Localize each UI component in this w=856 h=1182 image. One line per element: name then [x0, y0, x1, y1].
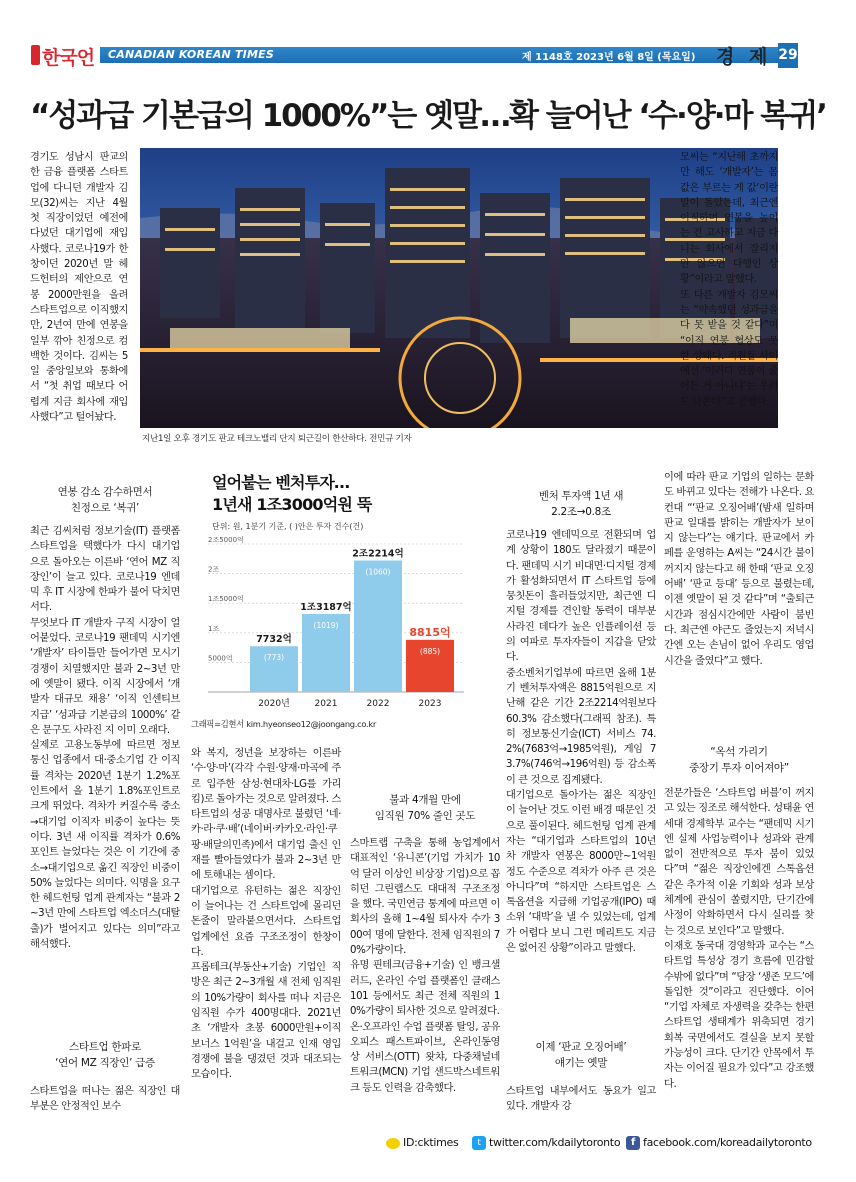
- twitter-icon: t: [472, 1136, 486, 1150]
- count-label: (1060): [365, 567, 391, 577]
- article-col1-top: 경기도 성남시 판교의 한 금융 플랫폼 스타트업에 다니던 개발자 김모(32)씨는 지난 4월 첫 직장이었던 예전에 다녔던 대기업에 재입사했다. 코로나19가 한창이던 2020년 말 헤드헌터의 제안으로 연봉 2000만원을 올려 스타트업으로 이직했지만, 2년여 만에 연봉을 일부 깎아 친정으로 컴백한 것이다. 김씨는 5일 중앙일보와 통화에서 “첫 취업 때보다 어렵게 지금 회사에 재입사했다”고 털어놨다.: [30, 152, 128, 424]
- footer-twitter[interactable]: [472, 1136, 620, 1150]
- chart-unit-note: 단위: 원, 1분기 기준, ( )안은 투자 건수(건): [212, 522, 364, 531]
- y-tick-label: 1조: [208, 624, 220, 633]
- data-label: 8815억: [409, 625, 451, 639]
- kakao-icon: [386, 1138, 400, 1149]
- y-tick-label: 5000억: [208, 654, 233, 663]
- kakao-id: ID:cktimes: [403, 1136, 459, 1149]
- count-label: (1019): [313, 620, 339, 630]
- x-tick-label: 2020년: [258, 699, 290, 709]
- y-tick-label: 2조5000억: [208, 536, 244, 544]
- article-col4-mid: 이에 따라 판교 기업의 일하는 문화도 바뀌고 있다는 전해가 나온다. 요컨대 “‘판교 오징어배’(밤새 일하며 판교 일대를 밝히는 개발자가 보이지 않는다”는 얘기다. 판교에서 카페를 운영하는 A씨는 “24시간 불이 꺼지지 않는다고 해 한때 ‘판교 오징어배’ ‘판교 등대’ 등으로 불렸는데, 이젠 옛말이 된 것 같다”며 “출퇴근 시간과 점심시간에만 사람이 붐빈다. 최근엔 야근도 줄었는지 저녁시간엔 오는 손님이 없어 우리도 영업시간을 줄였다”고 했다.: [664, 472, 814, 667]
- data-label: 2조2214억: [352, 548, 404, 560]
- x-tick-label: 2022: [366, 699, 390, 709]
- y-tick-label: 1조5000억: [208, 595, 244, 604]
- chart-title: 얼어붙는 벤처투자… 1년새 1조3000억원 뚝: [212, 473, 372, 514]
- logo-text: 한국언: [42, 47, 95, 69]
- article-col4-bottom: 전문가들은 ‘스타트업 버블’이 꺼지고 있는 징조로 해석한다. 성태윤 연세대 경제학부 교수는 “팬데믹 시기엔 실제 사업능력이나 성과와 관계없이 전반적으로 투자 붐이 있었다”며 “젊은 직장인에겐 스톡옵션 같은 추가적 이윤 기회와 성과 보상 체계에 관심이 쏠렸지만, 단기간에 사정이 악화하면서 다시 실리를 찾는 것으로 보인다”고 말했다. 이재호 동국대 경영학과 교수는 “스타트업 특성상 경기 흐름에 민감할 수밖에 없다”며 “당장 ‘생존 모드’에 돌입한 것”이라고 진단했다. 이어 “기업 자체로 자생력을 갖추는 한편 스타트업 생태계가 위축되면 경기 회복 국면에서도 결실을 보지 못할 가능성이 크다. 단기간 안목에서 투자는 이어질 필요가 있다”고 강조했다.: [664, 788, 814, 1090]
- subheading-3: 불과 4개월 만에 임직원 70% 줄인 곳도: [374, 794, 476, 822]
- x-tick-label: 2023: [418, 699, 442, 709]
- chart-credit: 그래픽=김현서 kim.hyeonseo12@joongang.co.kr: [191, 719, 376, 729]
- data-label: 1조3187억: [300, 601, 352, 613]
- x-tick-label: 2021: [314, 699, 338, 709]
- bar-chart: [206, 532, 468, 716]
- paper-name: CANADIAN KOREAN TIMES: [108, 48, 274, 61]
- photo-caption: 지난1일 오후 경기도 판교 테크노밸리 단지 퇴근길이 한산하다. 전민규 기자: [142, 434, 412, 444]
- subheading-4: 벤처 투자액 1년 새 2.2조→0.8조: [538, 490, 624, 518]
- article-col1-bottom: 스타트업을 떠나는 젊은 직장인 대부분은 안정적인 보수: [30, 1086, 180, 1113]
- section-title: 경 제: [716, 46, 772, 68]
- issue-date: 제 1148호 2023년 6월 8일 (목요일): [522, 52, 696, 63]
- subheading-1: 연봉 감소 감수하면서 친정으로 ‘복귀’: [57, 486, 153, 514]
- article-col3-top: 코로나19 엔데믹으로 전환되며 업계 상황이 180도 달라졌기 때문이다. 팬데믹 시기 비대면·디지털 경제가 활성화되면서 IT 스타트업 등에 뭉칫돈이 흘러들었지만, 최근엔 디지털 경제를 견인할 동력이 대부분 사라진 데다가 높은 인플레이션 등의 여파로 투자자들이 지갑을 닫았다. 중소벤처기업부에 따르면 올해 1분기 벤처투자액은 8815억원으로 지난해 같은 기간 2조2214억원보다 60.3% 감소했다(그래픽 참조). 특히 정보통신기술(ICT) 서비스 74.2%(7683억→1985억원), 게임 73.7%(746억→196억원) 등 감소폭이 큰 것으로 집계됐다. 대기업으로 돌아가는 젊은 직장인이 늘어난 것도 이런 배경 때문인 것으로 풀이된다. 헤드헌팅 업계 관계자는 “대기업과 스타트업의 10년 차 개발자 연봉은 8000만~1억원 정도 수준으로 격차가 아주 큰 것은 아니다”며 “하지만 스타트업은 스톡옵션을 지급해 기업공개(IPO) 때 소위 ‘대박’을 낼 수 있었는데, 업계가 어렵다 보니 그런 메리트도 지금은 없어진 상황”이라고 말했다.: [506, 530, 656, 955]
- footer-facebook[interactable]: [626, 1136, 812, 1150]
- article-col3-bottom: 스타트업 내부에서도 동요가 일고 있다. 개발자 강: [506, 1086, 656, 1113]
- count-label: (773): [263, 653, 285, 663]
- facebook-url: facebook.com/koreadailytoronto: [643, 1136, 812, 1149]
- subheading-6: “옥석 가리기 중장기 투자 이어져야”: [689, 746, 789, 774]
- twitter-url: twitter.com/kdailytoronto: [489, 1136, 621, 1149]
- count-label: (885): [419, 646, 441, 656]
- y-tick-label: 2조: [208, 565, 220, 574]
- data-label: 7732억: [256, 634, 292, 646]
- headline: “성과급 기본급의 1000%”는 옛말…확 늘어난 ‘수·양·마 복귀’: [30, 98, 826, 134]
- page-number: 29: [778, 43, 798, 68]
- logo-mark-icon: [31, 45, 40, 65]
- facebook-icon: f: [626, 1136, 640, 1150]
- article-col4-top: 모씨는 “지난해 초까지만 해도 ‘개발자’는 몸값은 부르는 게 값’이란 말이 돌았는데, 최근엔 이직하며 연봉을 높이는 건 고사하고 지금 다니는 회사에서 잘리지만 않으면 다행인 상황”이라고 말했다. 또 다른 개발자 김모씨는 “약속했던 성과급을 다 못 받을 것 같다”며 “이직 연봉 협상도 못한 상태다. 직원들 사이에선 ‘이러다 연봉이 줄어든 거 아니냐’는 우려도 나온다”고 전했다.: [680, 152, 778, 408]
- article-col2: 와 복지, 정년을 보장하는 이른바 ‘수·양·마’(각각 수원·양재·마곡에 주로 입주한 삼성·현대차·LG를 가리킴)로 돌아가는 것으로 알려졌다. 스타트업의 성공 대명사로 불렸던 ‘네·카·라·쿠·배’(네이버·카카오·라인·쿠팡·배달의민족)에서 대기업 출신 인재를 빨아들였다가 불과 2~3년 만에 토해내는 셈이다. 대기업으로 유턴하는 젊은 직장인이 늘어나는 건 스타트업에 몰리던 돈줄이 말라붙으면서다. 스타트업 업계에선 요즘 구조조정이 한창이다. 프롭테크(부동산+기술) 기업인 직방은 최근 2~3개월 새 전체 임직원의 10%가량이 회사를 떠나 지금은 임직원 수가 400명대다. 2021년 초 ‘개발자 초봉 6000만원+이직 보너스 1억원’을 내걸고 인재 영입 경쟁에 불을 댕겼던 것과 대조되는 모습이다.: [191, 748, 341, 1081]
- bar: [354, 560, 402, 692]
- subheading-5: 이제 ‘판교 오징어배’ 얘기는 옛말: [535, 1041, 627, 1069]
- footer-kakao[interactable]: [386, 1136, 458, 1149]
- article-col1-mid: 최근 김씨처럼 정보기술(IT) 플랫폼 스타트업을 택했다가 다시 대기업으로 돌아오는 이른바 ‘연어 MZ 직장인’이 늘고 있다. 코로나19 엔데믹 후 IT 시장에 한파가 불어 닥치면서다. 무엇보다 IT 개발자 구직 시장이 얼어붙었다. 코로나19 팬데믹 시기엔 ‘개발자’ 타이틀만 들어가면 모시기 경쟁이 치열했지만 불과 2~3년 만에 옛말이 됐다. 이직 시장에서 ‘개발자 대규모 채용’ ‘이직 인센티브 지급’ ‘성과급 기본급의 1000%’ 같은 문구도 사라진 지 이미 오래다. 실제로 고용노동부에 따르면 정보통신 업종에서 대·중소기업 간 이직률 격차는 2020년 1분기 1.2%포인트에서 올 1분기 1.8%포인트로 크게 뛰었다. 격차가 커질수록 중소→대기업 이직자 비중이 높다는 뜻이다. 3년 새 이직률 격차가 0.6%포인트 늘었다는 것은 이 기간에 중소→대기업으로 옮긴 직장인 비중이 50% 늘었다는 의미다. 익명을 요구한 헤드헌팅 업계 관계자는 “불과 2~3년 만에 스타트업 엑소더스(대탈출)가 벌어지고 있다는 의미”라고 해석했다.: [30, 526, 180, 951]
- subheading-2: 스타트업 한파로 ‘연어 MZ 직장인’ 급증: [55, 1041, 155, 1069]
- article-col3: 스마트랩 구축을 통해 농업계에서 대표적인 ‘유니콘’(기업 가치가 10억 달러 이상인 비상장 기업)으로 꼽히던 그린랩스도 대대적 구조조정을 했다. 국민연금 통계에 따르면 이 회사의 올해 1~4월 퇴사자 수가 300여 명에 달한다. 전체 임직원의 70%가량이다. 유명 핀테크(금융+기술) 인 뱅크샐러드, 온라인 수업 플랫폼인 클래스101 등에서도 최근 전체 직원의 10%가량이 퇴사한 것으로 알려졌다. 온·오프라인 수업 플랫폼 탈잉, 공유오피스 패스트파이브, 온라인동영상 서비스(OTT) 왓챠, 다중채널네트워크(MCN) 기업 샌드박스네트워크 등도 인력을 감축했다.: [350, 838, 500, 1094]
